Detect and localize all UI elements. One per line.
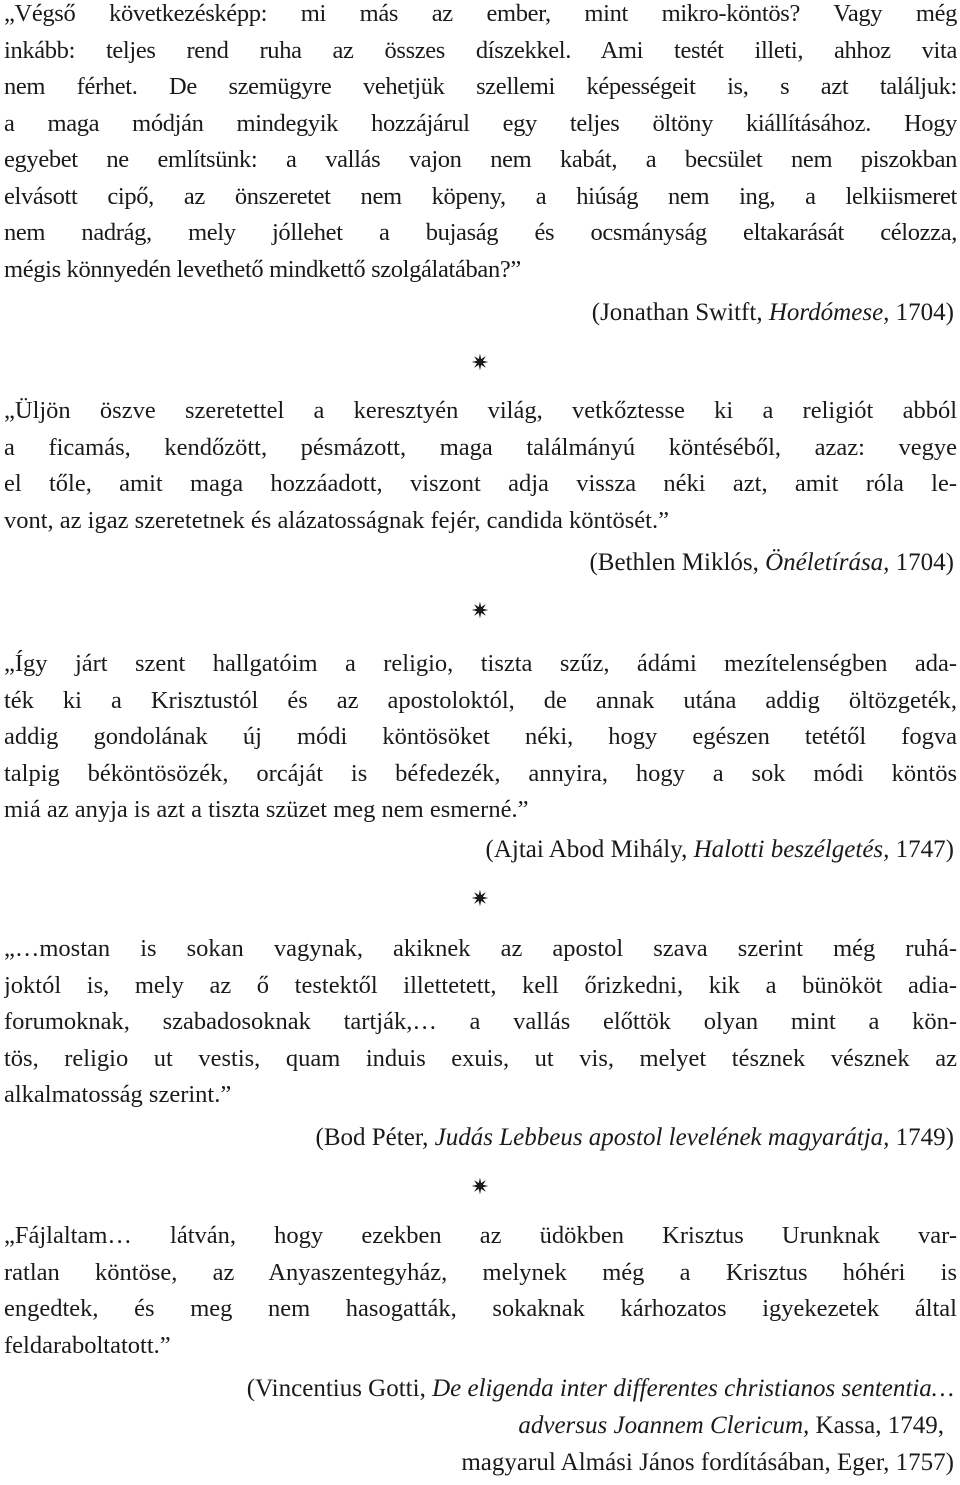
- text-line: egyebet ne említsünk: a vallás vajon nem kabát, a becsület nem piszokban: [4, 146, 957, 173]
- text-line: alkalmatosság szerint.”: [4, 1081, 232, 1108]
- text-line: elvásott cipő, az önszeretet nem köpeny, a hiúság nem ing, a lelkiismeret: [4, 182, 957, 210]
- attribution-place-year: Kassa, 1749,: [809, 1412, 944, 1439]
- quote-bethlen: [4, 393, 957, 539]
- text-line: vont, az igaz szeretetnek és alázatosságnak fejér, candida köntösét.”: [4, 506, 669, 534]
- attribution-line: [247, 1370, 954, 1407]
- quote-swift: [4, 0, 957, 288]
- attribution-title: Halotti beszélgetés,: [693, 836, 890, 863]
- quote-gotti: [4, 1218, 957, 1364]
- attribution-title: Judás Lebbeus apostol levelének magyarátja,: [434, 1124, 890, 1151]
- attribution-bod: [316, 1120, 954, 1156]
- attribution-year: 1704): [889, 299, 954, 326]
- text-line: joktól is, mely az ő testektől illettetett, kell őrizkedni, kik a bünököt adia-: [4, 971, 957, 999]
- text-line: miá az anyja is azt a tiszta szüzet meg nem esmerné.”: [4, 796, 529, 823]
- attribution-year: 1704): [889, 549, 954, 576]
- attribution-line: [247, 1444, 954, 1481]
- text-line: a maga módján mindegyik hozzájárul egy teljes öltöny kiállításához. Hogy: [4, 109, 957, 137]
- attribution-author: (Ajtai Abod Mihály,: [485, 836, 694, 863]
- attribution-title: De eligenda inter differentes christianos sententia…: [432, 1375, 954, 1402]
- text-line: „Fájlaltam… látván, hogy ezekben az üdökben Krisztus Urunknak var-: [4, 1222, 957, 1249]
- attribution-title: Hordómese,: [768, 299, 890, 326]
- text-line: mégis könnyedén levethető mindkettő szolgálatában?”: [4, 255, 521, 283]
- separator-star-icon: ✷: [470, 887, 490, 912]
- attribution-swift: [592, 295, 954, 331]
- text-line: tös, religio ut vestis, quam induis exuis, ut vis, melyet tésznek vésznek az: [4, 1044, 957, 1072]
- text-line: „Végső következésképp: mi más az ember, mint mikro-köntös? Vagy még: [4, 0, 957, 27]
- quote-ajtai: [4, 646, 957, 829]
- text-line: „Üljön öszve szeretettel a keresztyén világ, vetkőztesse ki a religiót abból: [4, 397, 957, 424]
- attribution-author: (Vincentius Gotti,: [246, 1375, 433, 1402]
- attribution-ajtai: [486, 832, 954, 868]
- text-line: addig gondolának új módi köntösöket néki, hogy egészen tetétől fogva: [4, 723, 957, 750]
- text-line: talpig béköntösözék, orcáját is béfedezék, annyira, hogy a sok módi köntös: [4, 759, 957, 787]
- text-line: ték ki a Krisztustól és az apostoloktól, de annak utána addig öltözgeték,: [4, 686, 957, 714]
- text-line: feldaraboltatott.”: [4, 1331, 171, 1359]
- quote-bod: [4, 931, 957, 1114]
- attribution-year: 1747): [889, 836, 954, 863]
- attribution-author: (Bod Péter,: [315, 1124, 435, 1151]
- text-line: inkább: teljes rend ruha az összes díszekkel. Ami testét illeti, ahhoz vita: [4, 36, 957, 64]
- text-line: forumoknak, szabadosoknak tartják,… a vallás előttök olyan mint a kön-: [4, 1008, 957, 1035]
- text-line: engedtek, és meg nem hasogatták, sokaknak kárhozatos igyekezetek által: [4, 1295, 957, 1322]
- text-line: „Így járt szent hallgatóim a religio, tiszta szűz, ádámi mezítelenségben ada-: [4, 650, 957, 677]
- attribution-bethlen: [589, 545, 954, 581]
- attribution-title: Önéletírása,: [765, 549, 890, 576]
- separator-star-icon: ✷: [470, 599, 490, 624]
- text-line: nem nadrág, mely jóllehet a bujaság és ocsmányság eltakarását célozza,: [4, 219, 957, 246]
- text-line: „…mostan is sokan vagynak, akiknek az apostol szava szerint még ruhá-: [4, 935, 957, 962]
- attribution-line: [247, 1407, 954, 1444]
- attribution-author: (Bethlen Miklós,: [589, 549, 766, 576]
- attribution-translation: magyarul Almási János fordításában, Eger, 1757): [461, 1449, 954, 1476]
- attribution-gotti: [247, 1370, 954, 1481]
- text-line: el tőle, amit maga hozzáadott, viszont adja vissza néki azt, amit róla le-: [4, 470, 957, 497]
- text-line: nem férhet. De szemügyre vehetjük szellemi képességeit is, s azt találjuk:: [4, 73, 957, 100]
- attribution-author: (Jonathan Switft,: [591, 299, 769, 326]
- text-line: ratlan köntöse, az Anyaszentegyház, melynek még a Krisztus hóhéri is: [4, 1258, 957, 1286]
- separator-star-icon: ✷: [470, 351, 490, 376]
- separator-star-icon: ✷: [470, 1175, 490, 1200]
- attribution-title: adversus Joannem Clericum,: [518, 1412, 810, 1439]
- text-line: a ficamás, kendőzött, pésmázott, maga találmányú köntéséből, azaz: vegye: [4, 433, 957, 461]
- attribution-year: 1749): [889, 1124, 954, 1151]
